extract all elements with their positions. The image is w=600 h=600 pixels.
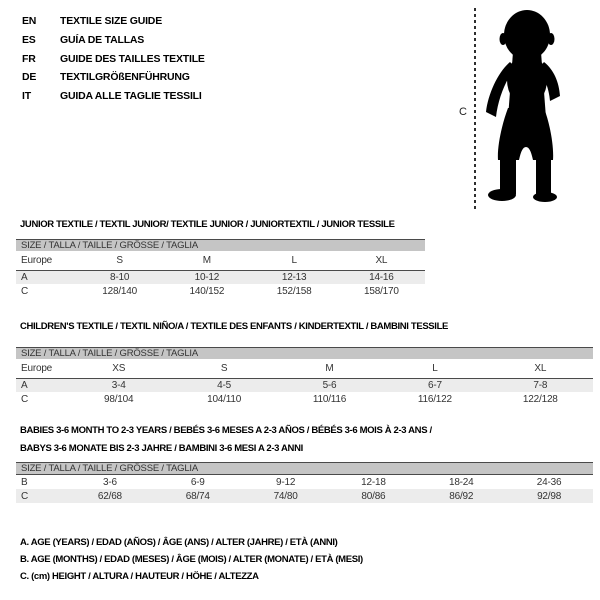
table-row-europe [16,251,425,270]
height-measure-label: C [459,106,467,118]
children-size-table [16,347,593,406]
height-cell: 68/74 [185,490,210,502]
age-cell: 3-6 [102,476,117,488]
table-header-bar: SIZE / TALLA / TAILLE / GRÖSSE / TAGLIA [16,239,425,251]
height-dashed-line [474,8,476,209]
language-legend [22,12,205,106]
age-cell: 8-10 [110,272,130,283]
language-code: FR [22,52,36,65]
note-height-cm: C. (cm) HEIGHT / ALTURA / HAUTEUR / HÖHE / ALTEZZA [20,571,259,582]
legend-row-de [22,68,205,87]
size-cell: XL [534,363,547,374]
height-cell: 158/170 [364,285,399,297]
table-row-europe [16,359,593,378]
height-cell: 98/104 [104,393,134,405]
height-cell: 128/140 [102,285,137,297]
age-cell: 4-5 [217,380,232,391]
table-row-age-months [16,475,593,489]
language-title: GUÍA DE TALLAS [60,33,145,46]
size-cell: S [116,255,123,266]
table-row-age [16,270,425,284]
legend-row-es [22,31,205,50]
section-title-line1: BABIES 3-6 MONTH TO 2-3 YEARS / BEBÉS 3-6 MESES A 2-3 AÑOS / BÉBÉS 3-6 MOIS À 2-3 ANS / [20,425,432,436]
size-cell: XL [375,255,388,266]
age-cell: 12-13 [281,272,307,283]
row-label: A [21,272,28,283]
size-cell: L [291,255,297,266]
note-age-months: B. AGE (MONTHS) / EDAD (MESES) / ÂGE (MOIS) / ALTER (MONATE) / ETÀ (MESI) [20,554,363,565]
age-cell: 18-24 [448,476,474,488]
height-cell: 86/92 [449,490,474,502]
row-label: B [21,476,28,488]
size-cell: M [202,255,211,266]
age-cell: 6-7 [427,380,442,391]
age-cell: 6-9 [190,476,205,488]
row-label: A [21,380,28,391]
language-code: ES [22,33,36,46]
height-cell: 74/80 [273,490,298,502]
legend-notes [20,534,363,585]
age-cell: 9-12 [275,476,296,488]
height-cell: 116/122 [417,393,452,405]
height-measure-figure [455,5,580,215]
size-cell: XS [112,363,126,374]
row-label: C [21,285,29,297]
legend-row-en [22,12,205,31]
table-header-bar: SIZE / TALLA / TAILLE / GRÖSSE / TAGLIA [16,347,593,359]
table-row-height [16,392,593,406]
baby-silhouette-icon [483,10,565,202]
section-title-children: CHILDREN'S TEXTILE / TEXTIL NIÑO/A / TEXTILE DES ENFANTS / KINDERTEXTIL / BAMBINI TESSILE [20,321,449,332]
note-age-years: A. AGE (YEARS) / EDAD (AÑOS) / ÂGE (ANS) / ALTER (JAHRE) / ETÀ (ANNI) [20,537,338,548]
row-label: C [21,393,29,405]
babies-size-table [16,462,593,503]
size-cell: S [220,363,228,374]
table-row-height [16,284,425,298]
age-cell: 12-18 [361,476,386,488]
height-cell: 152/158 [276,285,312,297]
height-cell: 110/116 [312,393,347,405]
height-cell: 122/128 [522,393,558,405]
row-label: C [21,490,29,502]
language-title: TEXTILE SIZE GUIDE [60,15,162,27]
age-cell: 10-12 [194,272,220,283]
height-cell: 80/86 [361,490,386,502]
age-cell: 7-8 [533,380,548,391]
table-row-height [16,489,593,503]
junior-size-table [16,239,425,298]
language-code: DE [22,71,37,84]
language-code: IT [22,90,31,103]
height-cell: 92/98 [537,490,562,502]
age-cell: 3-4 [111,380,126,391]
language-title: GUIDA ALLE TAGLIE TESSILI [60,90,202,103]
row-label: Europe [21,363,53,374]
row-label: Europe [21,255,53,266]
table-header-bar: SIZE / TALLA / TAILLE / GRÖSSE / TAGLIA [16,462,593,475]
legend-row-it [22,87,205,106]
section-title-junior: JUNIOR TEXTILE / TEXTIL JUNIOR/ TEXTILE JUNIOR / JUNIORTEXTIL / JUNIOR TESSILE [20,219,395,230]
age-cell: 14-16 [369,272,394,283]
height-cell: 104/110 [207,393,242,405]
language-title: GUIDE DES TAILLES TEXTILE [60,52,205,65]
age-cell: 5-6 [322,380,337,391]
section-title-babies [20,422,432,458]
section-title-line2: BABYS 3-6 MONATE BIS 2-3 JAHRE / BAMBINI 3-6 MESI A 2-3 ANNI [20,443,303,454]
height-cell: 62/68 [97,490,122,502]
height-cell: 140/152 [189,285,225,297]
legend-row-fr [22,50,205,69]
size-cell: L [432,363,438,374]
language-title: TEXTILGRÖßENFÜHRUNG [60,71,190,84]
size-cell: M [325,363,334,374]
table-row-age [16,378,593,392]
language-code: EN [22,15,37,27]
age-cell: 24-36 [536,476,562,488]
